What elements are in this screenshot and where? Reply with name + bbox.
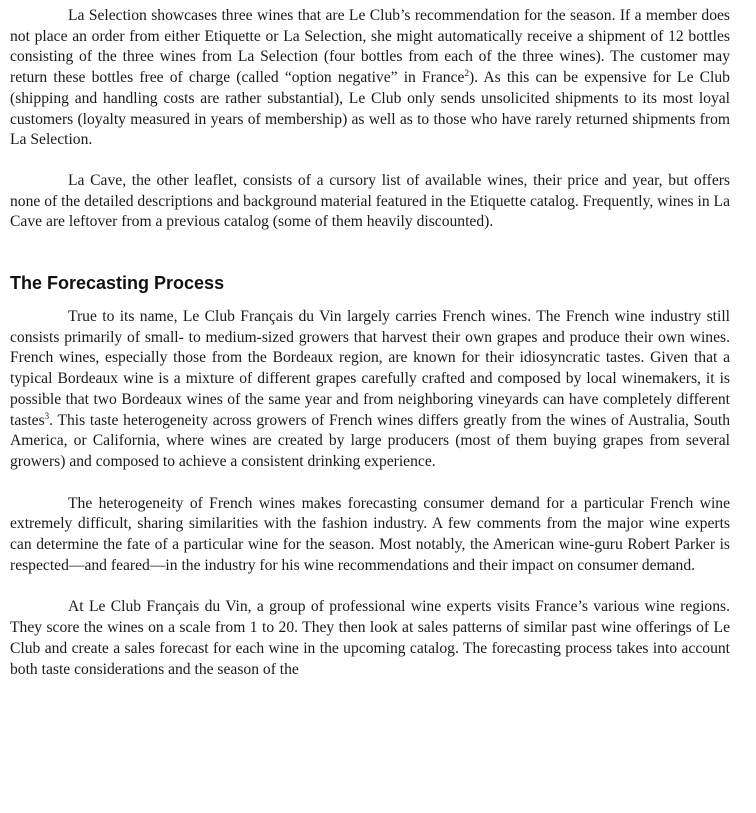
- section-heading: The Forecasting Process: [10, 273, 225, 294]
- paragraph-french-wines: [10, 307, 730, 473]
- paragraph-wine-experts: At Le Club Français du Vin, a group of professional wine experts visits France’s various wine regions. They score the wines on a scale from 1 to 20. They then look at sales patterns of similar past wine offerings of Le Club and create a sales forecast for each wine in the upcoming catalog. The forecasting process takes into account both taste considerations and the season of the: [10, 598, 730, 678]
- paragraph-text: ). As this can be expensive for Le Club (shipping and handling costs are rather substantial), Le Club only sends unsolicited shipments to its most loyal customers (loyalty measured in years of membership) as well as to those who have rarely returned shipments from La Selection.: [10, 69, 730, 149]
- paragraph-text: . This taste heterogeneity across growers of French wines differs greatly from the wines of Australia, South America, or California, where wines are created by large producers (most of them buying grapes from several growers) and composed to achieve a consistent drinking experience.: [10, 411, 730, 470]
- footnote-marker[interactable]: 2: [464, 67, 469, 78]
- paragraph-text: La Selection showcases three wines that are Le Club’s recommendation for the season. If a member does not place an order from either Etiquette or La Selection, she might automatically receive a shipment of 12 bottles consisting of the three wines from La Selection (four bottles from each of the three wines). The customer may return these bottles free of charge (called “option negative” in France: [10, 7, 730, 87]
- paragraph-la-selection: [10, 6, 730, 151]
- paragraph-la-cave: La Cave, the other leaflet, consists of a cursory list of available wines, their price and year, but offers none of the detailed descriptions and background material featured in the Etiquette catalog. Frequently, wines in La Cave are leftover from a previous catalog (some of them heavily discounted).: [10, 171, 730, 231]
- footnote-marker[interactable]: 3: [44, 410, 50, 421]
- paragraph-heterogeneity: The heterogeneity of French wines makes forecasting consumer demand for a particular French wine extremely difficult, sharing similarities with the fashion industry. A few comments from the major wine experts can determine the fate of a particular wine for the season. Most notably, the American wine-guru Robert Parker is respected—and feared—in the industry for his wine recommendations and their impact on consumer demand.: [10, 494, 730, 574]
- paragraph-text: True to its name, Le Club Français du Vin largely carries French wines. The French wine industry still consists primarily of small- to medium-sized growers that harvest their own grapes and produce their own wines. French wines, especially those from the Bordeaux region, are known for their idiosyncratic tastes. Given that a typical Bordeaux wine is a mixture of different grapes carefully crafted and composed by local winemakers, it is possible that two Bordeaux wines of the same year and from neighboring vineyards can have completely different tastes: [10, 308, 730, 429]
